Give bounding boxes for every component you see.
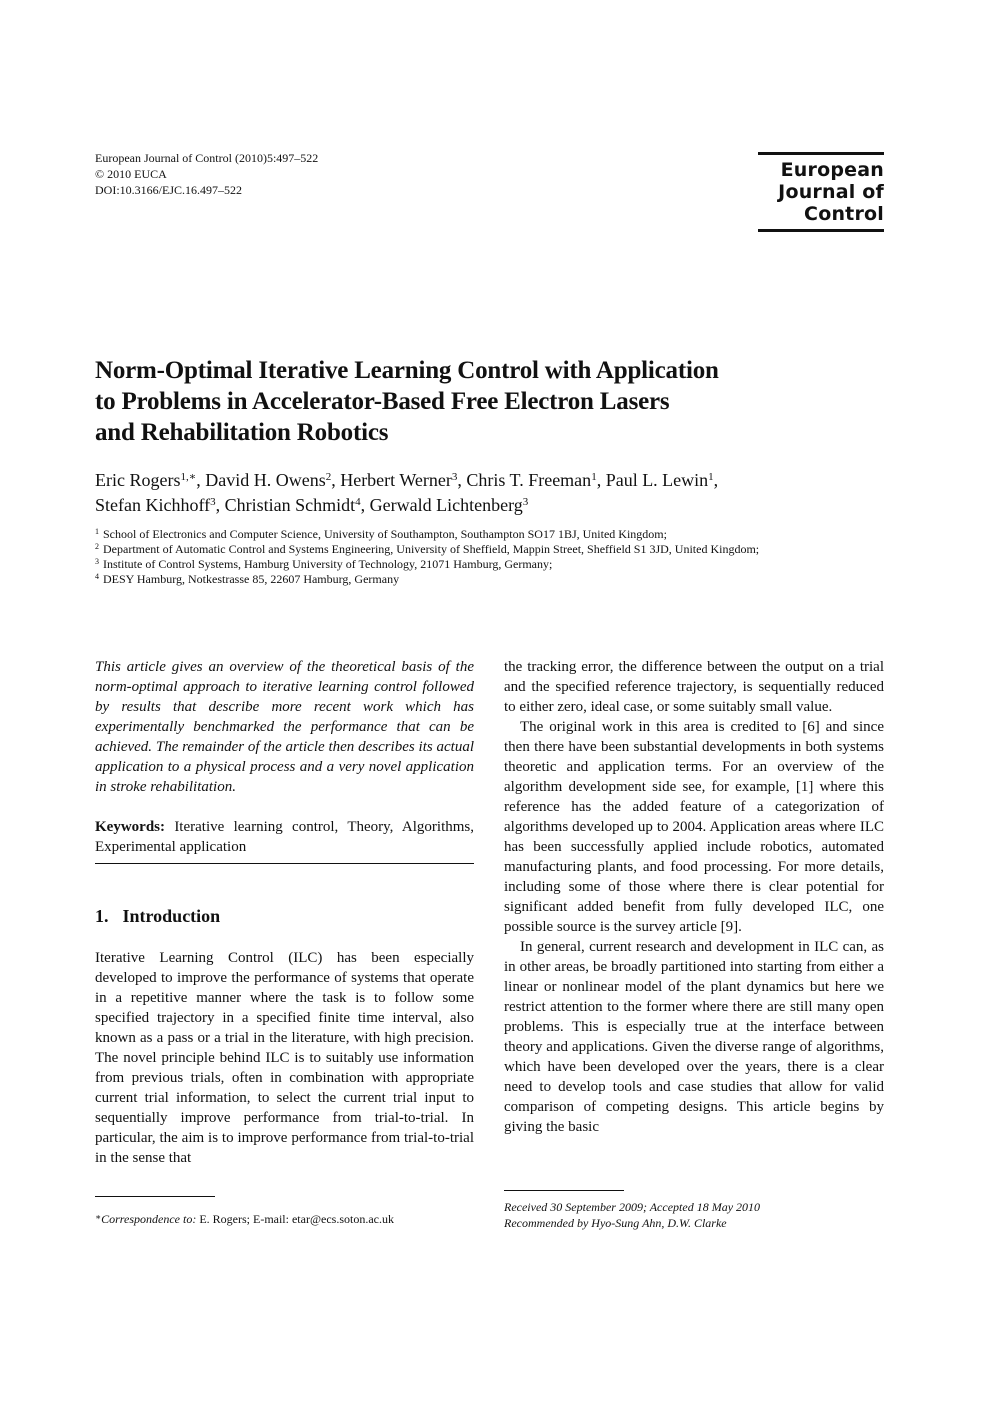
title-line-3: and Rehabilitation Robotics bbox=[95, 419, 389, 446]
abstract-divider bbox=[95, 863, 474, 864]
keywords-text: Iterative learning control, Theory, Algorithms, Experimental application bbox=[95, 819, 474, 855]
paragraph: The original work in this area is credited to [6] and since then there have been substantial developments in both systems theoretic and application terms. For an overview of the algorithm development side see, for example, [1] where this reference has the added feature of a categorization of algorithms developed up to 2004. Application areas where ILC has been successfully applied include robotics, automated manufacturing plants, and food processing. For more details, including some of those where there is clear potential for significant added benefit from fully developed ILC, one possible source is the survey article [9]. bbox=[504, 719, 884, 935]
recommended-by: Recommended by Hyo-Sung Ahn, D.W. Clarke bbox=[504, 1216, 727, 1230]
author-affiliation-mark: 1 bbox=[708, 471, 714, 483]
affiliation-list bbox=[95, 527, 759, 587]
author: David H. Owens bbox=[205, 470, 326, 490]
logo-line-2: Journal of bbox=[778, 181, 884, 203]
received-date: Received 30 September 2009; Accepted 18 May 2010 bbox=[504, 1200, 761, 1214]
affiliation: $^2$ Department of Automatic Control and Systems Engineering, University of Sheffield, Mappin Street, Sheffield S1 3JD, United Kingdom; bbox=[95, 542, 760, 556]
correspondence-footnote: ∗Correspondence to: E. Rogers; E-mail: etar@ecs.soton.ac.uk bbox=[95, 1212, 394, 1226]
section-number: 1. bbox=[95, 906, 109, 926]
author-affiliation-mark: 3 bbox=[522, 496, 529, 508]
journal-logo bbox=[758, 152, 884, 232]
author: Paul L. Lewin bbox=[605, 470, 709, 490]
journal-metadata bbox=[95, 150, 318, 198]
doi: DOI:10.3166/EJC.16.497–522 bbox=[95, 183, 242, 197]
history-footnote bbox=[504, 1199, 760, 1231]
title-line-1: Norm-Optimal Iterative Learning Control with Application bbox=[95, 357, 719, 384]
author-affiliation-mark: 3 bbox=[210, 496, 216, 508]
affiliation: $^1$ School of Electronics and Computer Science, University of Southampton, Southampton SO17 1BJ, United Kingdom; bbox=[95, 527, 667, 541]
journal-citation: European Journal of Control (2010)5:497–522 bbox=[95, 151, 319, 165]
title-line-2: to Problems in Accelerator-Based Free Electron Lasers bbox=[95, 388, 670, 415]
author-list bbox=[95, 468, 718, 518]
affiliation: $^4$ DESY Hamburg, Notkestrasse 85, 22607 Hamburg, Germany bbox=[95, 572, 400, 586]
author-affiliation-mark: 1 bbox=[591, 471, 597, 483]
author-line-2: Stefan Kichhoff$^3$, Christian Schmidt$^4$, Gerwald Lichtenberg$^3$ bbox=[95, 495, 529, 515]
intro-paragraph: Iterative Learning Control (ILC) has been especially developed to improve the performance of systems that operate in a repetitive manner where the task is to follow some specified trajectory in a specified finite time interval, also known as a pass or a trial in the literature, with high precision. The novel principle behind ILC is to suitably use information from previous trials, often in combination with appropriate current trial information, to select the current trial input to sequentially improve performance from trial-to-trial. In particular, the aim is to improve performance from trial-to-trial in the sense that bbox=[95, 950, 474, 1166]
author-affiliation-mark: 1,∗ bbox=[180, 471, 197, 483]
paper-title bbox=[95, 355, 815, 448]
section-heading bbox=[95, 906, 220, 927]
author-affiliation-mark: 2 bbox=[325, 471, 332, 483]
author: Chris T. Freeman bbox=[466, 470, 592, 490]
abstract: This article gives an overview of the theoretical basis of the norm-optimal approach to iterative learning control followed by results that describe more recent work which has experimentally benchmarked the performance that can be achieved. The remainder of the article then describes its actual application to a physical process and a very novel application in stroke rehabilitation. bbox=[95, 659, 474, 795]
author-affiliation-mark: 3 bbox=[451, 471, 458, 483]
keywords bbox=[95, 817, 474, 857]
footnote-rule bbox=[504, 1190, 624, 1191]
author: Christian Schmidt bbox=[224, 495, 356, 515]
copyright-notice: © 2010 EUCA bbox=[95, 167, 167, 181]
author: Eric Rogers bbox=[95, 470, 181, 490]
author: Stefan Kichhoff bbox=[95, 495, 211, 515]
author-line-1: Eric Rogers$^{1,∗}$, David H. Owens$^2$, Herbert Werner$^3$, Chris T. Freeman$^1$, Paul L. Lewin$^1$, bbox=[95, 470, 719, 490]
right-column-text bbox=[504, 657, 884, 1137]
author: Herbert Werner bbox=[340, 470, 452, 490]
footnote-rule bbox=[95, 1196, 215, 1197]
author-affiliation-mark: 4 bbox=[355, 496, 361, 508]
author: Gerwald Lichtenberg bbox=[369, 495, 523, 515]
logo-line-3: Control bbox=[804, 203, 884, 225]
paragraph: In general, current research and development in ILC can, as in other areas, be broadly partitioned into starting from either a linear or nonlinear model of the plant dynamics but here we restrict attention to the former where there are still many open problems. This is especially true at the interface between theory and applications. Given the diverse range of algorithms, which have been developed over the years, there is a clear need to develop tools and case studies that allow for valid comparison of competing designs. This article begins by giving the basic bbox=[504, 939, 884, 1135]
paragraph: the tracking error, the difference between the output on a trial and the specified reference trajectory, is sequentially reduced to either zero, ideal case, or some suitably small value. bbox=[504, 659, 884, 715]
keywords-label: Keywords: bbox=[95, 819, 165, 835]
affiliation: $^3$ Institute of Control Systems, Hamburg University of Technology, 21071 Hamburg, Germany; bbox=[95, 557, 553, 571]
section-title: Introduction bbox=[122, 906, 221, 926]
logo-line-1: European bbox=[780, 159, 884, 181]
